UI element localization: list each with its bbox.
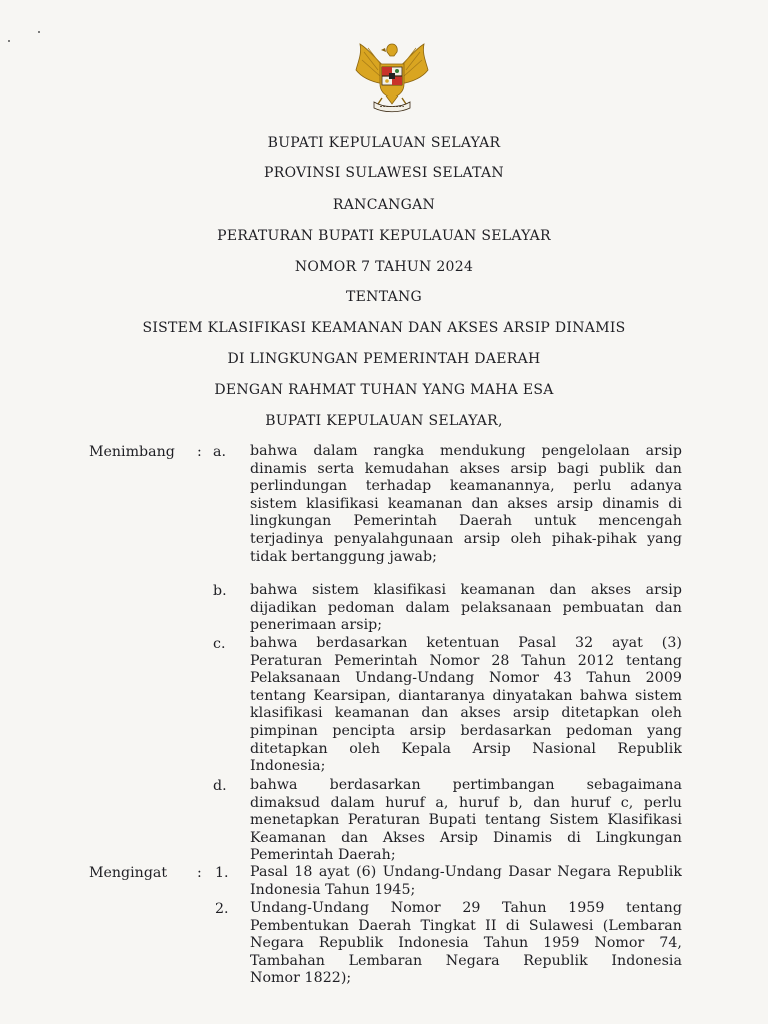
text-line: Negara Republik Indonesia Tahun 1959 Nomor 74, bbox=[250, 935, 682, 952]
text-line: sistem klasifikasi keamanan dan akses arsip dinamis di bbox=[250, 495, 682, 512]
text-line: Keamanan dan Akses Arsip Dinamis di Lingkungan bbox=[250, 829, 682, 846]
text-line: bahwa sistem klasifikasi keamanan dan akses arsip bbox=[250, 582, 682, 598]
text-line: penerimaan arsip; bbox=[250, 617, 383, 634]
header-subject-line-2: DI LINGKUNGAN PEMERINTAH DAERAH bbox=[227, 351, 541, 367]
mengingat-label: Mengingat bbox=[89, 865, 168, 881]
text-line: tidak bertanggung jawab; bbox=[250, 548, 437, 565]
text-line: tentang Kearsipan, diantaranya dinyatakan bahwa sistem bbox=[250, 687, 682, 704]
header-draft-label: RANCANGAN bbox=[332, 197, 436, 213]
header-subject-line-1: SISTEM KLASIFIKASI KEAMANAN DAN AKSES ARSIP DINAMIS bbox=[142, 320, 626, 336]
text-line: Tambahan Lembaran Negara Republik Indonesia bbox=[250, 952, 682, 969]
header-regulation-number: NOMOR 7 TAHUN 2024 bbox=[294, 259, 474, 275]
menimbang-marker-a: a. bbox=[213, 444, 226, 460]
scan-speck bbox=[38, 31, 40, 33]
header-about-label: TENTANG bbox=[345, 289, 423, 305]
text-line: pimpinan pencipta arsip berdasarkan pedoman yang bbox=[250, 722, 682, 739]
menimbang-marker-d: d. bbox=[213, 778, 227, 794]
scan-speck bbox=[8, 40, 10, 42]
menimbang-item-d bbox=[250, 777, 682, 865]
header-province: PROVINSI SULAWESI SELATAN bbox=[264, 165, 504, 181]
header-institution: BUPATI KEPULAUAN SELAYAR bbox=[267, 135, 501, 151]
mengingat-item-2 bbox=[250, 900, 682, 988]
menimbang-item-b bbox=[250, 582, 682, 635]
menimbang-item-a bbox=[250, 443, 682, 566]
mengingat-colon: : bbox=[197, 865, 202, 881]
text-line: Pemerintah Daerah; bbox=[250, 847, 396, 864]
garuda-pancasila-emblem-icon bbox=[348, 40, 436, 114]
text-line: Undang-Undang Nomor 29 Tahun 1959 tentang bbox=[250, 900, 682, 916]
text-line: Pasal 18 ayat (6) Undang-Undang Dasar Negara Republik bbox=[250, 864, 682, 880]
text-line: klasifikasi keamanan dan akses arsip ditetapkan oleh bbox=[250, 705, 682, 722]
menimbang-marker-b: b. bbox=[213, 583, 227, 599]
text-line: dijadikan pedoman dalam pelaksanaan pembuatan dan bbox=[250, 599, 682, 616]
text-line: bahwa berdasarkan ketentuan Pasal 32 ayat (3) bbox=[250, 635, 682, 651]
text-line: terjadinya penyalahgunaan arsip oleh pihak-pihak yang bbox=[250, 530, 682, 547]
text-line: bahwa berdasarkan pertimbangan sebagaimana bbox=[250, 777, 682, 793]
mengingat-marker-1: 1. bbox=[215, 865, 229, 881]
text-line: Pelaksanaan Undang-Undang Nomor 43 Tahun 2009 bbox=[250, 670, 682, 687]
text-line: dinamis serta kemudahan akses arsip bagi publik dan bbox=[250, 460, 682, 477]
text-line: menetapkan Peraturan Bupati tentang Sistem Klasifikasi bbox=[250, 812, 682, 829]
mengingat-item-1 bbox=[250, 864, 682, 899]
text-line: dimaksud dalam huruf a, huruf b, dan huruf c, perlu bbox=[250, 794, 682, 811]
header-invocation: DENGAN RAHMAT TUHAN YANG MAHA ESA bbox=[214, 382, 554, 398]
text-line: Nomor 1822); bbox=[250, 970, 352, 987]
menimbang-marker-c: c. bbox=[213, 636, 226, 652]
text-line: lingkungan Pemerintah Daerah untuk mencengah bbox=[250, 513, 682, 530]
mengingat-marker-2: 2. bbox=[215, 901, 229, 917]
text-line: ditetapkan oleh Kepala Arsip Nasional Republik bbox=[250, 740, 682, 757]
menimbang-colon: : bbox=[197, 444, 202, 460]
text-line: Pembentukan Daerah Tingkat II di Sulawesi (Lembaran bbox=[250, 917, 682, 934]
header-issuer: BUPATI KEPULAUAN SELAYAR, bbox=[265, 413, 503, 429]
text-line: Indonesia; bbox=[250, 758, 326, 775]
header-regulation-title: PERATURAN BUPATI KEPULAUAN SELAYAR bbox=[217, 228, 551, 244]
menimbang-label: Menimbang bbox=[89, 444, 175, 460]
text-line: Peraturan Pemerintah Nomor 28 Tahun 2012 tentang bbox=[250, 652, 682, 669]
menimbang-item-c bbox=[250, 635, 682, 776]
text-line: bahwa dalam rangka mendukung pengelolaan arsip bbox=[250, 443, 682, 459]
text-line: perlindungan terhadap keamanannya, perlu adanya bbox=[250, 478, 682, 495]
text-line: Indonesia Tahun 1945; bbox=[250, 881, 416, 898]
